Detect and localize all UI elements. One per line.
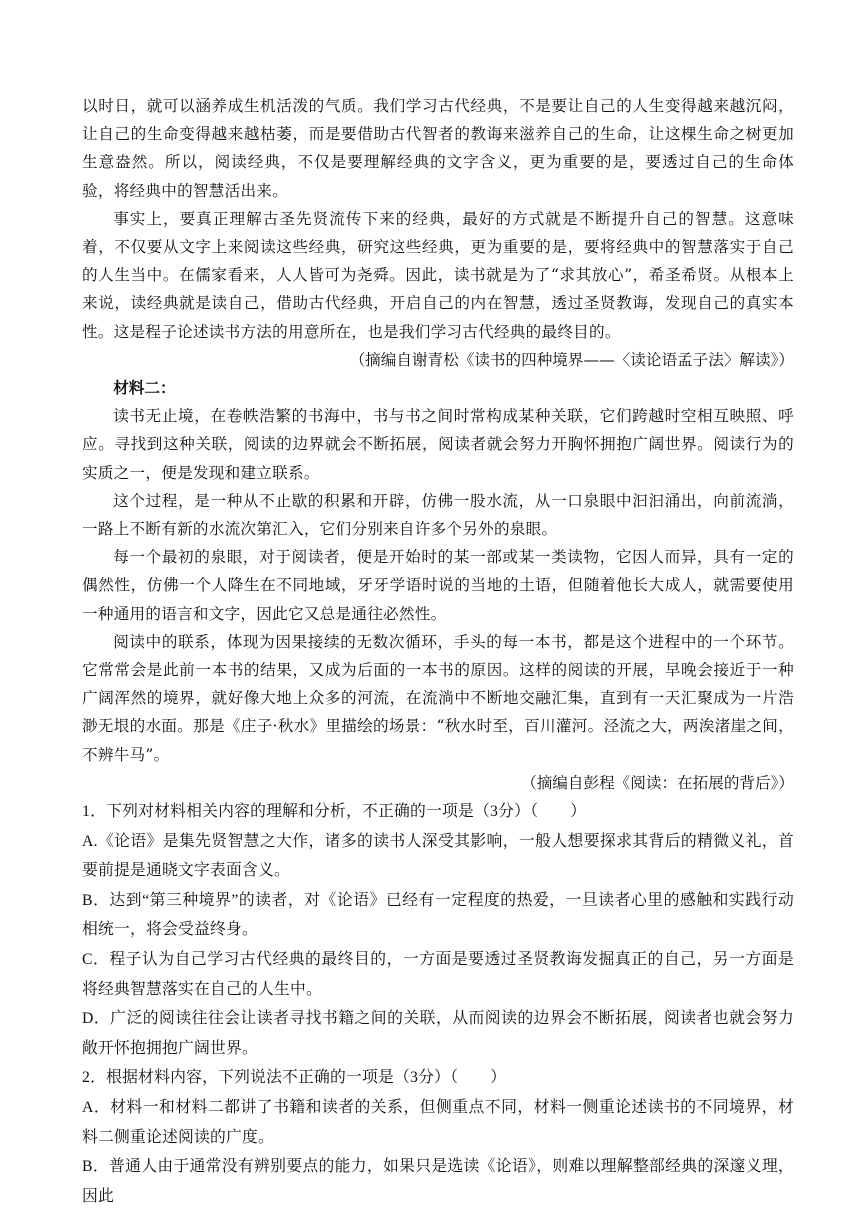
question-2-stem: 2．根据材料内容，下列说法不正确的一项是（3分）（ ） xyxy=(82,1069,507,1087)
question-2-option-b: B．普通人由于通常没有辨别要点的能力，如果只是选读《论语》，则难以理解整部经典的深邃义理，因此 xyxy=(82,1158,794,1205)
material-two-paragraph-1: 读书无止境，在卷帙浩繁的书海中，书与书之间时常构成某种关联，它们跨越时空相互映照、呼应。寻找到这种关联，阅读的边界就会不断拓展，阅读者就会努力开胸怀拥抱广阔世界。阅读行为的实质之一，便是发现和建立联系。 xyxy=(82,407,794,482)
material-two-paragraph-4: 阅读中的联系，体现为因果接续的无数次循环，手头的每一本书，都是这个进程中的一个环节。它常常会是此前一本书的结果，又成为后面的一本书的原因。这样的阅读的开展，早晚会接近于一种广阔浑然的境界，就好像大地上众多的河流，在流淌中不断地交融汇集，直到有一天汇聚成为一片浩渺无垠的水面。那是《庄子·秋水》里描绘的场景：“秋水时至，百川灌河。泾流之大，两涘渚崖之间，不辨牛马”。 xyxy=(82,632,794,764)
question-1-option-a: A.《论语》是集先贤智慧之大作，诸多的读书人深受其影响，一般人想要探求其背后的精微义礼，首要前提是通晓文字表面含义。 xyxy=(82,832,794,880)
material-one-paragraph-2: 事实上，要真正理解古圣先贤流传下来的经典，最好的方式就是不断提升自己的智慧。这意味着，不仅要从文字上来阅读这些经典，研究这些经典，更为重要的是，要将经典中的智慧落实于自己的人生当中。在儒家看来，人人皆可为尧舜。因此，读书就是为了“求其放心”，希圣希贤。从根本上来说，读经典就是读自己，借助古代经典，开启自己的内在智慧，透过圣贤教诲，发现自己的真实本性。这是程子论述读书方法的用意所在，也是我们学习古代经典的最终目的。 xyxy=(82,209,794,341)
material-two-source: （摘编自彭程《阅读：在拓展的背后》） xyxy=(521,773,794,792)
material-one-source: （摘编自谢青松《读书的四种境界——〈读论语孟子法〉解读》） xyxy=(349,350,794,369)
material-one-paragraph-1: 以时日，就可以涵养成生机活泼的气质。我们学习古代经典，不是要让自己的人生变得越来越沉闷，让自己的生命变得越来越枯萎，而是要借助古代智者的教诲来滋养自己的生命，让这棵生命之树更加生意盎然。所以，阅读经典，不仅是要理解经典的文字含义，更为重要的是，要透过自己的生命体验，将经典中的智慧活出来。 xyxy=(82,97,794,200)
material-two-paragraph-2: 这个过程，是一种从不止歇的积累和开辟，仿佛一股水流，从一口泉眼中汩汩涌出，向前流淌，一路上不断有新的水流次第汇入，它们分别来自许多个另外的泉眼。 xyxy=(82,491,794,539)
material-two-heading: 材料二： xyxy=(113,378,176,398)
question-2-option-a: A．材料一和材料二都讲了书籍和读者的关系，但侧重点不同，材料一侧重论述读书的不同境界，材料二侧重论述阅读的广度。 xyxy=(82,1099,794,1146)
question-1-option-d: D．广泛的阅读往往会让读者寻找书籍之间的关联，从而阅读的边界会不断拓展，阅读者也就会努力敞开怀抱拥抱广阔世界。 xyxy=(82,1010,794,1057)
exam-page xyxy=(82,92,794,1211)
question-1-stem: 1．下列对材料相关内容的理解和分析，不正确的一项是（3分）（ ） xyxy=(82,803,587,821)
question-1-option-c: C．程子认为自己学习古代经典的最终目的，一方面是要透过圣贤教诲发掘真正的自己，另一方面是将经典智慧落实在自己的人生中。 xyxy=(82,951,794,998)
material-two-paragraph-3: 每一个最初的泉眼，对于阅读者，便是开始时的某一部或某一类读物，它因人而异，具有一定的偶然性，仿佛一个人降生在不同地域，牙牙学语时说的当地的土语，但随着他长大成人，就需要使用一种通用的语言和文字，因此它又总是通往必然性。 xyxy=(82,548,794,623)
question-1-option-b: B．达到“第三种境界”的读者，对《论语》已经有一定程度的热爱，一旦读者心里的感触和实践行动相统一，将会受益终身。 xyxy=(82,891,794,939)
